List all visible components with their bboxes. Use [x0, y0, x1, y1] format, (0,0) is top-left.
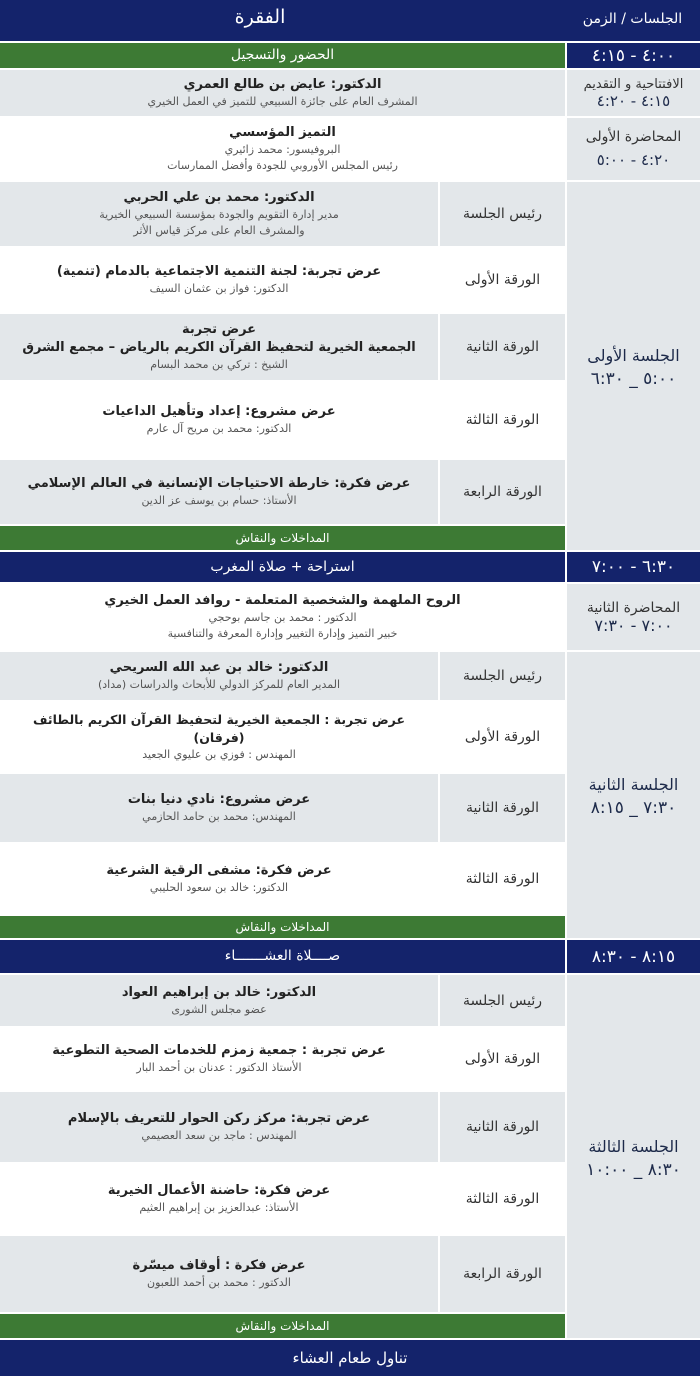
session2-discussion: المداخلات والنقاش: [235, 920, 330, 934]
session3-paper4-line1: الدكتور : محمد بن أحمد اللعبون: [147, 1276, 291, 1289]
session3-paper2-role-cell: [440, 1092, 565, 1162]
lecture1-line2: رئيس المجلس الأوروبي للجودة وأفضل الممارسات: [167, 159, 398, 172]
session3-paper4-role: الورقة الرابعة: [463, 1266, 542, 1282]
session2-chair-role-cell: [440, 652, 565, 700]
session3-paper4-title: عرض فكرة : أوقاف ميسّرة: [132, 1258, 306, 1273]
session2-paper1-content: [0, 702, 438, 772]
session3-paper2-content: [0, 1092, 438, 1162]
opening-time: ٤:١٥ - ٤:٢٠: [596, 91, 671, 110]
session1-paper2-title2: الجمعية الخيرية لتحفيظ القرآن الكريم بالرياض – مجمع الشرق: [22, 340, 416, 355]
lecture2-title: الروح الملهمة والشخصية المتعلمة - روافد العمل الخيري: [104, 593, 461, 608]
session1-paper1-content: [0, 248, 438, 312]
session1-discussion: المداخلات والنقاش: [235, 531, 330, 545]
session3-cell: [567, 975, 700, 1338]
session2-chair-content: [0, 652, 438, 700]
session3-paper1-content: [0, 1028, 438, 1090]
session1-paper1-role-cell: [440, 248, 565, 312]
session1-paper1-line1: الدكتور: فواز بن عثمان السيف: [149, 282, 289, 295]
lecture2-line2: خبير التميز وإدارة التغيير وإدارة المعرفة والتنافسية: [167, 627, 398, 640]
session3-paper4-role-cell: [440, 1236, 565, 1312]
session1-paper4-line1: الأستاذ: حسام بن يوسف عز الدين: [141, 494, 297, 507]
session1-chair-line1: مدير إدارة التقويم والجودة بمؤسسة السبيعي الخيرية: [99, 208, 339, 221]
session2-label: الجلسة الثانية: [588, 775, 679, 794]
session2-paper3-role: الورقة الثالثة: [465, 871, 540, 887]
session3-chair-content: [0, 975, 438, 1026]
session2-paper3-role-cell: [440, 844, 565, 914]
session3-chair-role: رئيس الجلسة: [462, 992, 542, 1009]
session3-paper4-content: [0, 1236, 438, 1312]
session1-paper4-title: عرض فكرة: خارطة الاحتياجات الإنسانية في العالم الإسلامي: [27, 476, 411, 491]
prayer-time-cell: [567, 940, 700, 973]
session2-chair-title: الدكتور: خالد بن عبد الله السريحي: [109, 660, 329, 675]
session1-paper2-role-cell: [440, 314, 565, 380]
session1-label: الجلسة الأولى: [587, 346, 680, 365]
session2-paper2-content: [0, 774, 438, 842]
table-header: [0, 0, 700, 41]
session1-paper3-role-cell: [440, 382, 565, 458]
lecture1-time-cell: [567, 118, 700, 180]
lecture2-content: [0, 584, 565, 650]
opening-title: الدكتور: عايض بن طالع العمري: [183, 77, 382, 92]
session2-paper2-title: عرض مشروع: نادي دنيا بنات: [127, 792, 311, 807]
session3-label: الجلسة الثالثة: [588, 1136, 679, 1156]
session3-chair-role-cell: [440, 975, 565, 1026]
session2-paper1-role-cell: [440, 702, 565, 772]
opening-line1: المشرف العام على جائزة السبيعي للتميز في العمل الخيري: [147, 95, 418, 108]
lecture2-time: ٧:٠٠ - ٧:٣٠: [594, 615, 673, 635]
session1-paper4-role-cell: [440, 460, 565, 524]
session2-chair-line1: المدير العام للمركز الدولي للأبحاث والدراسات (مداد): [97, 678, 341, 691]
session3-discussion: المداخلات والنقاش: [235, 1319, 330, 1333]
lecture1-time: ٤:٢٠ - ٥:٠٠: [596, 151, 671, 169]
session2-discussion-bar: [0, 916, 565, 938]
session3-paper2-role: الورقة الثانية: [465, 1119, 540, 1135]
session3-paper3-title: عرض فكرة: حاضنة الأعمال الخيرية: [107, 1183, 331, 1198]
session2-paper3-content: [0, 844, 438, 914]
lecture1-label: المحاضرة الأولى: [585, 129, 682, 145]
lecture1-title: التميز المؤسسي: [229, 125, 336, 140]
session1-paper2-role: الورقة الثانية: [465, 339, 540, 355]
session3-paper1-line1: الأستاذ الدكتور : عدنان بن أحمد البار: [136, 1061, 302, 1074]
session1-chair-role-cell: [440, 182, 565, 246]
session1-chair-content: [0, 182, 438, 246]
opening-label: الافتتاحية و التقديم: [583, 76, 684, 92]
header-sessions-time: الجلسات / الزمن: [582, 11, 683, 27]
lecture2-time-cell: [567, 584, 700, 650]
session1-paper2-line1: الشيخ : تركي بن محمد البسام: [150, 358, 288, 371]
session3-paper1-role: الورقة الأولى: [464, 1051, 541, 1067]
session2-paper1-title: عرض تجربة : الجمعية الخيرية لتحفيظ القرآن الكريم بالطائف (فرقان): [33, 712, 405, 745]
session1-paper1-title: عرض تجربة: لجنة التنمية الاجتماعية بالدمام (تنمية): [56, 264, 382, 279]
session2-cell: [567, 652, 700, 938]
header-paragraph: الفقرة: [234, 6, 286, 28]
session3-paper2-title: عرض تجربة: مركز ركن الحوار للتعريف بالإسلام: [67, 1111, 371, 1126]
prayer-time: ٨:١٥ - ٨:٣٠: [591, 946, 676, 967]
session2-paper1-role: الورقة الأولى: [464, 729, 541, 745]
session3-paper3-content: [0, 1164, 438, 1234]
session1-paper2-title: عرض تجربة: [181, 322, 257, 337]
break1-time-cell: [567, 552, 700, 582]
attendance-time: ٤:٠٠ - ٤:١٥: [591, 45, 676, 66]
session1-chair-role: رئيس الجلسة: [462, 206, 542, 222]
session3-paper3-role-cell: [440, 1164, 565, 1234]
session2-paper3-title: عرض فكرة: مشفى الرقية الشرعية: [106, 863, 332, 878]
session2-paper2-role: الورقة الثانية: [465, 800, 540, 816]
session3-paper2-line1: المهندس : ماجد بن سعد العصيمي: [141, 1129, 297, 1142]
break1-label: استراحة + صلاة المغرب: [210, 559, 355, 575]
session1-discussion-bar: [0, 526, 565, 550]
session3-paper1-title: عرض تجربة : جمعية زمزم للخدمات الصحية التطوعية: [52, 1043, 386, 1058]
prayer-label: صــــلاة العشـــــــاء: [224, 948, 341, 964]
session1-cell: [567, 182, 700, 550]
attendance-time-cell: [567, 43, 700, 68]
session1-paper3-line1: الدكتور: محمد بن مريح آل عارم: [146, 422, 292, 435]
session2-paper1-line1: المهندس : فوزي بن عليوي الجعيد: [142, 748, 296, 761]
lecture2-label: المحاضرة الثانية: [586, 599, 681, 616]
dinner-bar: [0, 1340, 700, 1376]
session1-chair-line2: والمشرف العام على مركز قياس الأثر: [133, 224, 305, 237]
prayer-bar: [0, 940, 565, 973]
session1-paper3-content: [0, 382, 438, 458]
session2-time: ٧:٣٠ _ ٨:١٥: [590, 798, 677, 818]
session1-paper3-role: الورقة الثالثة: [465, 412, 540, 428]
session3-chair-line1: عضو مجلس الشورى: [171, 1002, 267, 1016]
attendance-label: الحضور والتسجيل: [230, 47, 335, 63]
session3-paper3-line1: الأستاذ: عبدالعزيز بن إبراهيم العثيم: [139, 1201, 299, 1214]
session1-paper2-content: [0, 314, 438, 380]
session3-paper3-role: الورقة الثالثة: [465, 1191, 540, 1207]
opening-content: [0, 70, 565, 116]
session2-paper3-line1: الدكتور: خالد بن سعود الحليبي: [149, 881, 289, 894]
opening-time-cell: [567, 70, 700, 116]
session3-time: ٨:٣٠ _ ١٠:٠٠: [586, 1159, 681, 1180]
session2-paper2-line1: المهندس: محمد بن حامد الحازمي: [142, 810, 296, 823]
break1-bar: [0, 552, 565, 582]
session1-paper1-role: الورقة الأولى: [464, 272, 541, 288]
session2-chair-role: رئيس الجلسة: [462, 668, 542, 684]
session1-chair-title: الدكتور: محمد بن علي الحربي: [123, 190, 315, 205]
lecture2-line1: الدكتور : محمد بن جاسم بوحجي: [208, 611, 357, 624]
break1-time: ٦:٣٠ - ٧:٠٠: [591, 557, 676, 577]
lecture1-line1: البروفيسور: محمد زائيري: [224, 143, 341, 156]
lecture1-content: [0, 118, 565, 180]
attendance-bar: [0, 43, 565, 68]
session3-paper1-role-cell: [440, 1028, 565, 1090]
session3-chair-title: الدكتور: خالد بن إبراهيم العواد: [121, 984, 317, 1000]
session1-paper3-title: عرض مشروع: إعداد وتأهيل الداعيات: [102, 404, 336, 419]
session1-paper4-role: الورقة الرابعة: [463, 484, 542, 500]
session3-discussion-bar: [0, 1314, 565, 1338]
dinner-label: تناول طعام العشاء: [292, 1349, 408, 1367]
session1-paper4-content: [0, 460, 438, 524]
session2-paper2-role-cell: [440, 774, 565, 842]
session1-time: ٥:٠٠ _ ٦:٣٠: [590, 369, 677, 389]
